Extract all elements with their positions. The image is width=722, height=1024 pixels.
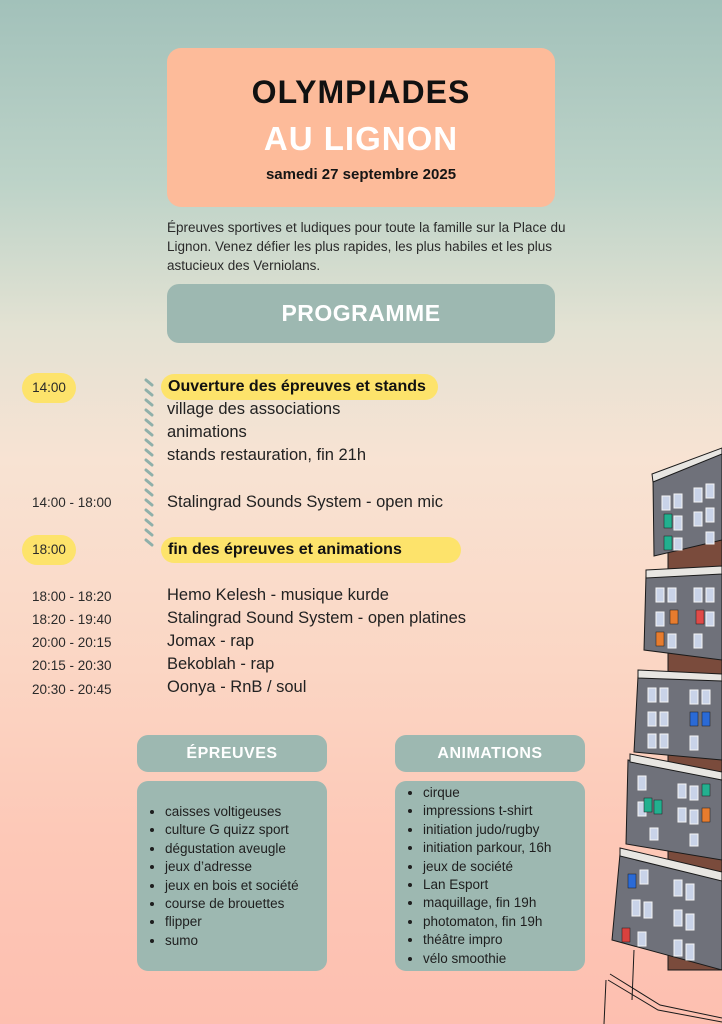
schedule-event: Hemo Kelesh - musique kurde (167, 586, 389, 604)
epreuves-list (137, 803, 327, 950)
programme-heading: PROGRAMME (167, 284, 555, 343)
title-line-2: AU LIGNON (263, 120, 459, 157)
opening-detail: village des associations (167, 400, 341, 418)
list-item: • jeux en bois et société (165, 877, 327, 895)
list-item: • dégustation aveugle (165, 840, 327, 858)
schedule-event: Oonya - RnB / soul (167, 678, 307, 696)
epreuves-heading: ÉPREUVES (137, 735, 327, 772)
time-badge-closing: 18:00 (22, 535, 76, 565)
opening-detail: stands restauration, fin 21h (167, 446, 367, 464)
schedule-time: 14:00 - 18:00 (32, 495, 112, 510)
schedule-event: Bekoblah - rap (167, 655, 275, 673)
schedule-event: Stalingrad Sound System - open platines (167, 609, 467, 627)
opening-detail: animations (167, 423, 247, 441)
list-item: • culture G quizz sport (165, 821, 327, 839)
schedule-time: 20:30 - 20:45 (32, 682, 112, 697)
event-highlight-closing: fin des épreuves et animations (161, 537, 461, 563)
list-item: • cirque (423, 784, 585, 802)
list-item: • maquillage, fin 19h (423, 894, 585, 912)
title-line-1: OLYMPIADES (251, 74, 471, 110)
schedule-event: Jomax - rap (167, 632, 255, 650)
intro-text: Épreuves sportives et ludiques pour toute la famille sur la Place du Lignon. Venez défier les plus rapides, les plus habiles et les plus astucieux des Verniolans. (167, 220, 566, 273)
list-item: • jeux d’adresse (165, 858, 327, 876)
schedule-time: 18:20 - 19:40 (32, 612, 112, 627)
schedule-time: 20:00 - 20:15 (32, 635, 112, 650)
epreuves-panel (137, 781, 327, 971)
list-item: • sumo (165, 932, 327, 950)
animations-list (395, 784, 585, 968)
list-item: • initiation judo/rugby (423, 821, 585, 839)
list-item: • photomaton, fin 19h (423, 913, 585, 931)
list-item: • impressions t-shirt (423, 802, 585, 820)
list-item: • course de brouettes (165, 895, 327, 913)
time-badge-opening: 14:00 (22, 373, 76, 403)
list-item: • caisses voltigeuses (165, 803, 327, 821)
schedule-time: 18:00 - 18:20 (32, 589, 112, 604)
animations-panel (395, 781, 585, 971)
schedule-event: Stalingrad Sounds System - open mic (167, 493, 444, 511)
list-item: • jeux de société (423, 858, 585, 876)
list-item: • théâtre impro (423, 931, 585, 949)
title-box (167, 48, 555, 207)
event-date: samedi 27 septembre 2025 (265, 166, 457, 183)
schedule-time: 20:15 - 20:30 (32, 658, 112, 673)
event-highlight-opening: Ouverture des épreuves et stands (161, 374, 438, 400)
list-item: • initiation parkour, 16h (423, 839, 585, 857)
timeline-separator (143, 378, 157, 550)
list-item: • flipper (165, 913, 327, 931)
building-illustration (598, 440, 722, 1024)
list-item: • vélo smoothie (423, 950, 585, 968)
animations-heading: ANIMATIONS (395, 735, 585, 772)
list-item: • Lan Esport (423, 876, 585, 894)
